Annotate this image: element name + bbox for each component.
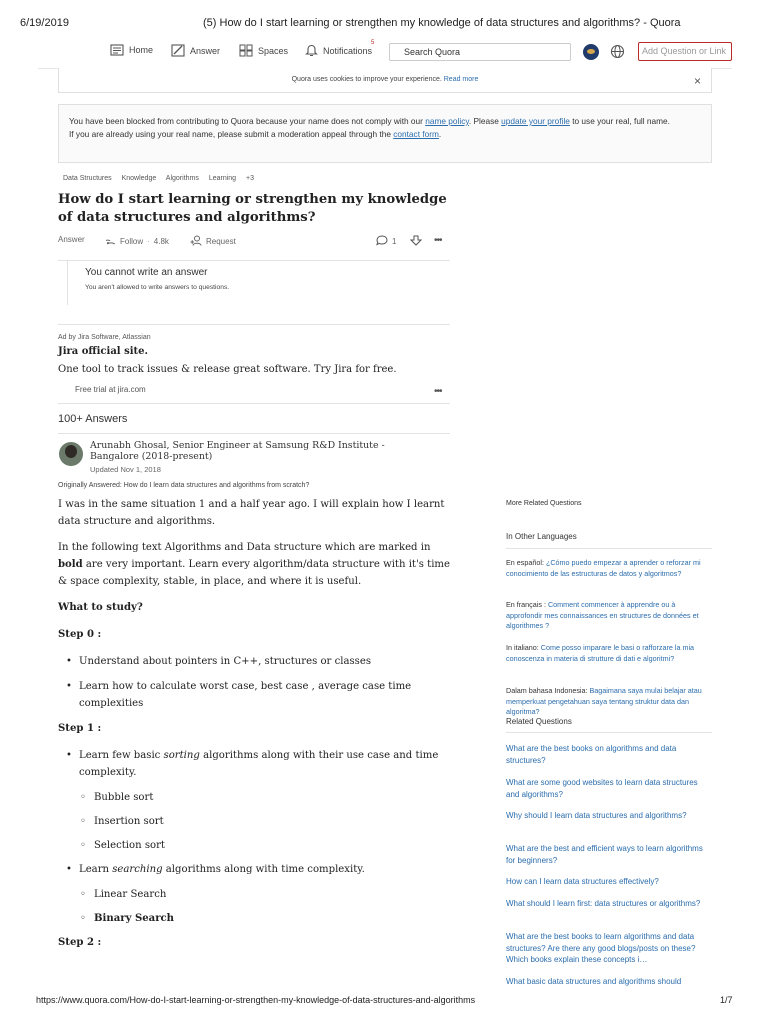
- step-1-list: [58, 747, 450, 927]
- language-name: En français :: [506, 600, 548, 609]
- related-question-link[interactable]: What should I learn first: data structures or algorithms?: [506, 899, 701, 908]
- ad-body: One tool to track issues & release great software. Try Jira for free.: [58, 364, 397, 375]
- related-question-link[interactable]: What are the best and efficient ways to learn algorithms for beginners?: [506, 844, 703, 865]
- blocked-text-1: You have been blocked from contributing to Quora because your name does not comply with our: [69, 116, 426, 126]
- answer-button-label: Answer: [58, 235, 85, 244]
- nav-home[interactable]: [110, 44, 153, 56]
- topic-list: [63, 175, 262, 182]
- answer-content: [58, 496, 450, 961]
- answer-text: algorithms along with their use case and time complexity.: [79, 750, 439, 778]
- language-item: [506, 686, 712, 716]
- nav-spaces-label: Spaces: [258, 45, 289, 56]
- contact-form-link[interactable]: contact form: [393, 129, 439, 139]
- list-item: ◦ Selection sort: [58, 837, 450, 854]
- list-item: ◦ Insertion sort: [58, 813, 450, 830]
- other-languages-heading: In Other Languages: [506, 532, 577, 541]
- topic-more[interactable]: +3: [246, 175, 255, 182]
- follow-label: Follow: [120, 236, 144, 246]
- bell-icon: [305, 44, 318, 57]
- topic-tag[interactable]: Knowledge: [121, 175, 157, 182]
- answer-paragraph: [58, 539, 450, 590]
- close-icon[interactable]: ×: [693, 74, 701, 88]
- downvote-button[interactable]: [410, 235, 422, 248]
- user-avatar[interactable]: [583, 44, 599, 60]
- step-0-list: [58, 653, 450, 712]
- cookie-banner: [58, 68, 712, 93]
- step-2-heading: Step 2 :: [58, 937, 102, 948]
- language-name: En español:: [506, 558, 546, 567]
- language-link[interactable]: Bagaimana saya mulai belajar atau memperkuat pengetahuan saya tentang struktur data dan algoritma?: [506, 686, 702, 716]
- print-date: 6/19/2019: [20, 17, 69, 29]
- divider: [58, 433, 450, 434]
- follow-icon: [106, 235, 116, 247]
- answer-text: algorithms along with time complexity.: [162, 864, 365, 875]
- topic-tag[interactable]: Algorithms: [165, 175, 199, 182]
- name-policy-link[interactable]: name policy: [425, 116, 469, 126]
- notice-left-border: [67, 260, 68, 305]
- add-question-button[interactable]: Add Question or Link: [638, 42, 732, 61]
- ad-more-button[interactable]: •••: [434, 386, 442, 397]
- comment-count: 1: [392, 237, 397, 246]
- topic-tag[interactable]: Learning: [208, 175, 237, 182]
- follow-button[interactable]: [106, 235, 169, 247]
- request-user-icon: [190, 235, 202, 248]
- related-question-link[interactable]: How can I learn data structures effectively?: [506, 877, 659, 886]
- blocked-notice: [58, 104, 712, 163]
- cookie-text: Quora uses cookies to improve your experience.: [291, 76, 442, 83]
- topic-tag[interactable]: Data Structures: [63, 175, 112, 182]
- answer-text: Learn: [79, 864, 113, 875]
- spaces-icon: [239, 44, 253, 57]
- list-item: ◦ Binary Search: [58, 910, 450, 927]
- step-1-heading: Step 1 :: [58, 723, 102, 734]
- ad-link[interactable]: Free trial at jira.com: [75, 385, 146, 394]
- blocked-text-4: If you are already using your real name, please submit a moderation appeal through the: [69, 129, 394, 139]
- nav-answer-label: Answer: [190, 45, 221, 56]
- language-item: [506, 643, 712, 664]
- comments-button[interactable]: [376, 235, 396, 248]
- cannot-answer-title: You cannot write an answer: [85, 267, 208, 278]
- divider: [58, 260, 450, 261]
- related-question-link[interactable]: What are the best books to learn algorithms and data structures? Are there any good blogs/posts on these? Which books explain these concepts i…: [506, 932, 696, 964]
- more-options-button[interactable]: •••: [434, 235, 442, 246]
- language-item: [506, 558, 712, 579]
- nav-answer[interactable]: [171, 44, 220, 57]
- print-page-number: 1/7: [720, 995, 733, 1005]
- print-page-url: https://www.quora.com/How-do-I-start-learning-or-strengthen-my-knowledge-of-data-structures-and-algorithms: [36, 995, 476, 1005]
- answer-updated-date: Updated Nov 1, 2018: [90, 465, 161, 474]
- author-avatar[interactable]: [59, 442, 83, 466]
- related-question-link[interactable]: Why should I learn data structures and algorithms?: [506, 811, 687, 820]
- nav-spaces[interactable]: [239, 44, 288, 57]
- list-item: ◦ Linear Search: [58, 886, 450, 903]
- related-questions-heading: Related Questions: [506, 717, 572, 726]
- answer-bold-text: bold: [58, 559, 83, 570]
- blocked-text-3: to use your real, full name.: [569, 116, 670, 126]
- divider: [58, 403, 450, 404]
- cannot-answer-subtitle: You aren't allowed to write answers to questions.: [85, 284, 230, 291]
- list-item: [58, 747, 450, 781]
- answer-button[interactable]: [58, 235, 85, 244]
- cookie-read-more-link[interactable]: Read more: [443, 76, 479, 83]
- print-page-title: (5) How do I start learning or strengthen my knowledge of data structures and algorithms? - Quora: [203, 17, 681, 29]
- language-link[interactable]: ¿Cómo puedo empezar a aprender o reforzar mi conocimiento de las estructuras de datos y algoritmos?: [506, 558, 701, 578]
- answer-text: Learn few basic: [79, 750, 164, 761]
- language-link[interactable]: Come posso imparare le basi o rafforzare la mia conoscenza in materia di strutture di dati e algoritmi?: [506, 643, 695, 663]
- divider: [506, 732, 712, 733]
- comment-icon: [376, 235, 388, 248]
- what-to-study-heading: What to study?: [58, 602, 143, 613]
- downvote-icon: [410, 235, 422, 248]
- notifications-count-badge: 5: [371, 40, 375, 46]
- top-navigation: [0, 38, 768, 68]
- nav-notifications[interactable]: [305, 44, 372, 57]
- nav-notifications-label: Notifications: [323, 45, 373, 56]
- language-name: Dalam bahasa Indonesia:: [506, 686, 590, 695]
- related-question-link[interactable]: What are some good websites to learn data structures and algorithms?: [506, 778, 698, 799]
- related-question-link[interactable]: What basic data structures and algorithms should: [506, 977, 682, 986]
- ad-sponsor: Ad by Jira Software, Atlassian: [58, 334, 151, 341]
- related-question-link[interactable]: What are the best books on algorithms and data structures?: [506, 744, 677, 765]
- blocked-text-2: . Please: [468, 116, 502, 126]
- answer-italic-text: searching: [112, 864, 163, 875]
- divider: [506, 548, 712, 549]
- language-name: In italiano:: [506, 643, 541, 652]
- globe-icon[interactable]: [610, 44, 625, 64]
- list-item: • Learn how to calculate worst case, best case , average case time complexities: [58, 678, 450, 712]
- list-item: ◦ Bubble sort: [58, 789, 450, 806]
- blocked-text-5: .: [438, 129, 442, 139]
- answer-text: In the following text Algorithms and Data structure which are marked in: [58, 542, 431, 553]
- list-item: [58, 861, 450, 878]
- answer-italic-text: sorting: [163, 750, 200, 761]
- home-icon: [110, 44, 124, 56]
- divider: [58, 324, 450, 325]
- request-button[interactable]: [190, 235, 236, 248]
- list-item: • Understand about pointers in C++, structures or classes: [58, 653, 450, 670]
- answer-text: are very important. Learn every algorithm/data structure with it's time & space complexity, stable, in place, and where it is useful.: [58, 559, 450, 587]
- follow-count: 4.8k: [153, 236, 169, 246]
- question-action-bar: [58, 235, 450, 249]
- answers-count: 100+ Answers: [58, 413, 128, 425]
- answer-paragraph: I was in the same situation 1 and a half year ago. I will explain how I learnt data structure and algorithms.: [58, 499, 445, 527]
- language-link[interactable]: Comment commencer à apprendre ou à approfondir mes connaissances en structures de données et algorithmes ?: [506, 600, 699, 630]
- answer-pencil-icon: [171, 44, 185, 57]
- search-input[interactable]: Search Quora: [389, 43, 571, 61]
- step-0-heading: Step 0 :: [58, 629, 102, 640]
- nav-home-label: Home: [129, 45, 154, 55]
- language-item: [506, 600, 712, 632]
- question-title: How do I start learning or strengthen my knowledge of data structures and algorithms?: [58, 192, 447, 225]
- follow-separator: ·: [147, 236, 150, 246]
- more-related-heading: More Related Questions: [506, 500, 582, 507]
- ad-title[interactable]: Jira official site.: [58, 346, 148, 357]
- originally-answered[interactable]: Originally Answered: How do I learn data structures and algorithms from scratch?: [58, 482, 310, 489]
- update-profile-link[interactable]: update your profile: [501, 116, 570, 126]
- author-credential[interactable]: Arunabh Ghosal, Senior Engineer at Samsung R&D Institute - Bangalore (2018-present): [90, 440, 385, 462]
- request-label: Request: [206, 237, 236, 246]
